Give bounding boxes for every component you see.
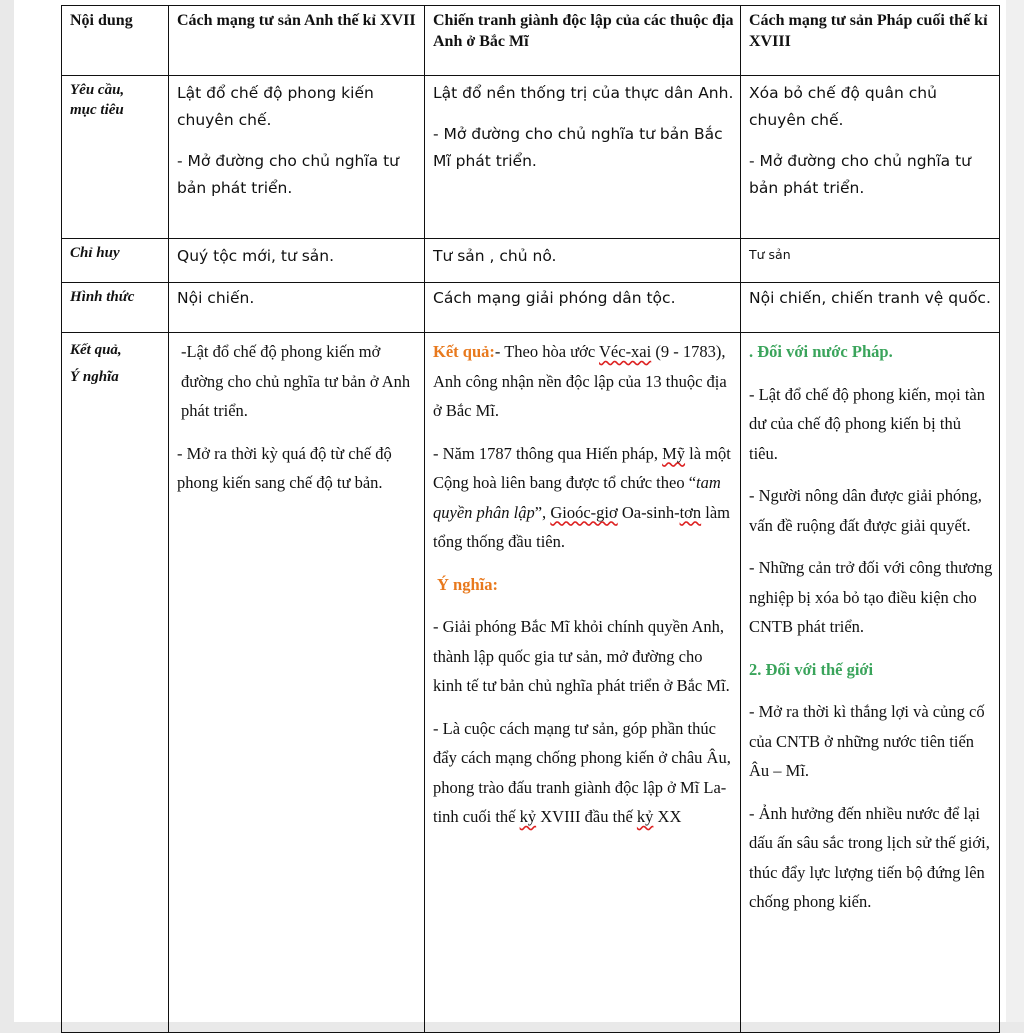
cell-paragraph	[749, 655, 993, 685]
row-label-result	[62, 333, 169, 1033]
text-run: Oa-sinh-	[617, 502, 680, 522]
cell-command-english: Quý tộc mới, tư sản.	[169, 239, 425, 283]
cell-result-french	[741, 333, 1000, 1033]
spellcheck-word: Mỹ	[662, 443, 686, 463]
cell-form-american: Cách mạng giải phóng dân tộc.	[425, 283, 741, 333]
table-row-requirements	[62, 76, 1000, 239]
header-row	[62, 6, 1000, 76]
row-label-line: mục tiêu	[70, 102, 124, 118]
cell-requirements-american	[425, 76, 741, 239]
table-row-form	[62, 283, 1000, 333]
row-label-command: Chỉ huy	[62, 239, 169, 283]
text-run: ”,	[534, 502, 551, 522]
row-label-line: Kết quả,	[70, 342, 122, 358]
cell-form-english: Nội chiến.	[169, 283, 425, 333]
meaning-heading: Ý nghĩa:	[437, 574, 498, 594]
cell-paragraph: Xóa bỏ chế độ quân chủ chuyên chế.	[749, 84, 937, 129]
header-english-revolution: Cách mạng tư sản Anh thế kỉ XVII	[169, 6, 425, 76]
cell-form-french: Nội chiến, chiến tranh vệ quốc.	[741, 283, 1000, 333]
spellcheck-word: kỷ	[519, 807, 537, 826]
row-label-line: Yêu cầu,	[70, 82, 125, 98]
text-run: XVIII đầu thế	[536, 807, 637, 826]
cell-paragraph: - Lật đổ chế độ phong kiến, mọi tàn dư của chế độ phong kiến bị thủ tiêu.	[749, 384, 985, 463]
cell-paragraph: - Mở đường cho chủ nghĩa tư bản Bắc Mĩ phát triển.	[433, 125, 723, 170]
spellcheck-word: Gioóc-giơ	[550, 502, 618, 522]
cell-result-american	[425, 333, 741, 1033]
cell-command-french: Tư sản	[741, 239, 1000, 283]
cell-paragraph: Lật đổ nền thống trị của thực dân Anh.	[433, 84, 734, 102]
header-content: Nội dung	[62, 6, 169, 76]
cell-result-english	[169, 333, 425, 1033]
document-page	[14, 0, 1006, 1022]
cell-requirements-french	[741, 76, 1000, 239]
cell-requirements-english	[169, 76, 425, 239]
spellcheck-word: Véc-xai	[599, 342, 652, 361]
cell-paragraph	[433, 337, 734, 426]
cell-paragraph: - Mở đường cho chủ nghĩa tư bản phát triển.	[749, 152, 972, 197]
comparison-table	[61, 5, 1000, 1033]
cell-paragraph: - Những cản trở đối với công thương nghiệp bị xóa bỏ tạo điều kiện cho CNTB phát triển.	[749, 558, 993, 636]
text-run: - Là cuộc cách mạng tư sản, góp phần thúc đẩy cách mạng chống phong kiến ở châu Âu, phong trào đấu tranh giành độc lập ở Mĩ La-tinh cuối thế	[433, 718, 731, 826]
cell-paragraph: -Lật đổ chế độ phong kiến mở đường cho chủ nghĩa tư bản ở Anh phát triển.	[181, 342, 411, 420]
text-run: - Theo hòa ước	[494, 342, 599, 361]
world-heading: 2. Đối với thế giới	[749, 659, 874, 679]
cell-paragraph: - Mở ra thời kỳ quá độ từ chế độ phong kiến sang chế độ tư bản.	[177, 443, 392, 492]
italic-phrase: tam quyền phân lập	[433, 473, 721, 522]
table-row-command	[62, 239, 1000, 283]
text-run: (9 - 1783), Anh công nhận nền độc lập của 13 thuộc địa ở Bắc Mĩ.	[433, 342, 727, 420]
window-edge	[1006, 0, 1024, 1022]
cell-paragraph: - Ảnh hưởng đến nhiều nước để lại dấu ấn sâu sắc trong lịch sử thế giới, thúc đẩy lực lượng tiến bộ đứng lên chống phong kiến.	[749, 803, 990, 911]
cell-paragraph: - Giải phóng Bắc Mĩ khỏi chính quyền Anh, thành lập quốc gia tư sản, mở đường cho kinh tế tư bản chủ nghĩa phát triển ở Bắc Mĩ.	[433, 617, 730, 695]
row-label-requirements	[62, 76, 169, 239]
france-heading: . Đối với nước Pháp.	[749, 342, 893, 361]
header-french-revolution: Cách mạng tư sản Pháp cuối thế kỉ XVIII	[741, 6, 1000, 76]
spellcheck-word: tơn	[679, 502, 702, 522]
text-run: - Năm 1787 thông qua Hiến pháp,	[433, 443, 663, 463]
cell-paragraph: - Người nông dân được giải phóng, vấn đề ruộng đất được giải quyết.	[749, 486, 982, 535]
cell-paragraph: - Mở ra thời kì thắng lợi và củng cố của CNTB ở những nước tiên tiến Âu – Mĩ.	[749, 702, 985, 780]
spellcheck-word: kỷ	[636, 807, 654, 826]
cell-paragraph	[433, 570, 734, 600]
row-label-form: Hình thức	[62, 283, 169, 333]
cell-paragraph: - Mở đường cho chủ nghĩa tư bản phát triển.	[177, 152, 400, 197]
table-row-result	[62, 333, 1000, 1033]
cell-command-american: Tư sản , chủ nô.	[425, 239, 741, 283]
cell-paragraph: Lật đổ chế độ phong kiến chuyên chế.	[177, 84, 374, 129]
text-run: làm tổng thống đầu tiên.	[433, 502, 730, 551]
header-american-independence: Chiến tranh giành độc lập của các thuộc địa Anh ở Bắc Mĩ	[425, 6, 741, 76]
text-run: XX	[653, 807, 682, 826]
cell-paragraph	[433, 714, 734, 832]
text-run: là một Cộng hoà liên bang được tổ chức theo “	[433, 443, 731, 492]
cell-paragraph	[433, 439, 734, 557]
result-heading: Kết quả:	[433, 342, 495, 361]
row-label-line: Ý nghĩa	[70, 369, 119, 385]
cell-paragraph	[749, 337, 993, 367]
